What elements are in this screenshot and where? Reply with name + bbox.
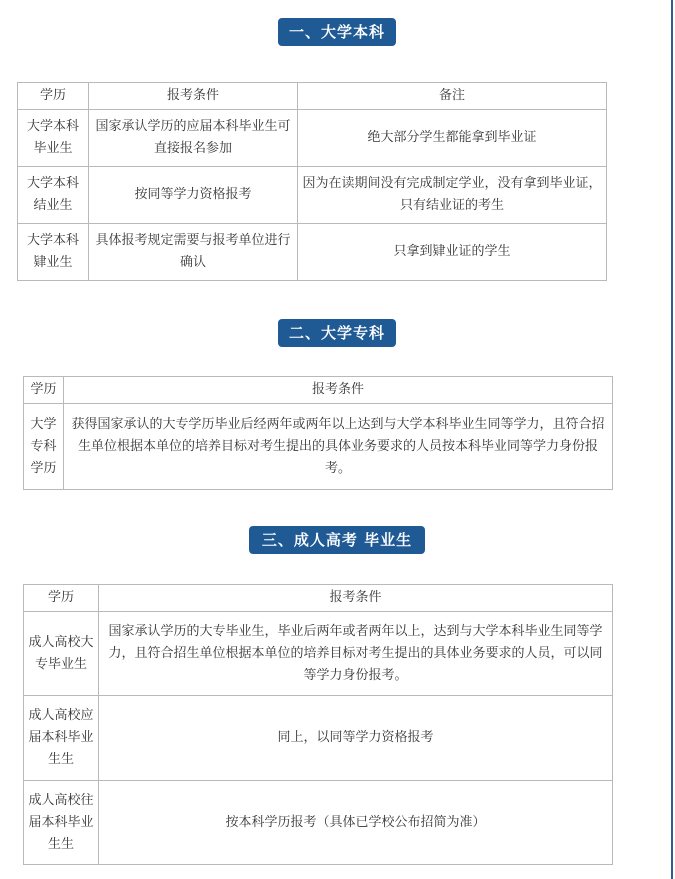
section-3-title: 三、成人高考 毕业生 xyxy=(249,526,425,554)
row-education: 大学专科学历 xyxy=(24,404,64,490)
header-requirements: 报考条件 xyxy=(89,83,298,110)
header-education: 学历 xyxy=(18,83,89,110)
row-education: 大学本科结业生 xyxy=(18,167,89,224)
table-row xyxy=(18,110,607,167)
row-requirements: 按同等学力资格报考 xyxy=(89,167,298,224)
row-requirements: 获得国家承认的大专学历毕业后经两年或两年以上达到与大学本科毕业生同等学力，且符合招生单位根据本单位的培养目标对考生提出的具体业务要求的人员按本科毕业同等学力身份报考。 xyxy=(64,404,613,490)
section-2-title: 二、大学专科 xyxy=(278,319,396,347)
undergrad-table xyxy=(17,82,607,281)
right-border-line xyxy=(671,0,673,879)
header-notes: 备注 xyxy=(298,83,607,110)
row-education: 成人高校应届本科毕业生生 xyxy=(24,696,99,781)
adult-college-table xyxy=(23,584,613,865)
table-row xyxy=(24,404,613,490)
row-requirements: 国家承认学历的大专毕业生，毕业后两年或者两年以上，达到与大学本科毕业生同等学力，且符合招生单位根据本单位的培养目标对考生提出的具体业务要求的人员，可以同等学力身份报考。 xyxy=(99,612,613,696)
table-row xyxy=(24,696,613,781)
table-row xyxy=(24,781,613,865)
row-requirements: 按本科学历报考（具体已学校公布招简为准） xyxy=(99,781,613,865)
section-1-title: 一、大学本科 xyxy=(278,18,396,46)
header-education: 学历 xyxy=(24,377,64,404)
row-notes: 绝大部分学生都能拿到毕业证 xyxy=(298,110,607,167)
table-header-row xyxy=(18,83,607,110)
row-requirements: 国家承认学历的应届本科毕业生可直接报名参加 xyxy=(89,110,298,167)
header-education: 学历 xyxy=(24,585,99,612)
junior-college-table xyxy=(23,376,613,490)
row-notes: 因为在读期间没有完成制定学业，没有拿到毕业证，只有结业证的考生 xyxy=(298,167,607,224)
header-requirements: 报考条件 xyxy=(99,585,613,612)
row-education: 大学本科毕业生 xyxy=(18,110,89,167)
table-row xyxy=(18,167,607,224)
table-row xyxy=(24,612,613,696)
row-education: 大学本科肄业生 xyxy=(18,224,89,281)
row-requirements: 具体报考规定需要与报考单位进行确认 xyxy=(89,224,298,281)
row-notes: 只拿到肄业证的学生 xyxy=(298,224,607,281)
header-requirements: 报考条件 xyxy=(64,377,613,404)
row-education: 成人高校大专毕业生 xyxy=(24,612,99,696)
table-row xyxy=(18,224,607,281)
table-header-row xyxy=(24,585,613,612)
table-header-row xyxy=(24,377,613,404)
row-education: 成人高校往届本科毕业生生 xyxy=(24,781,99,865)
row-requirements: 同上，以同等学力资格报考 xyxy=(99,696,613,781)
